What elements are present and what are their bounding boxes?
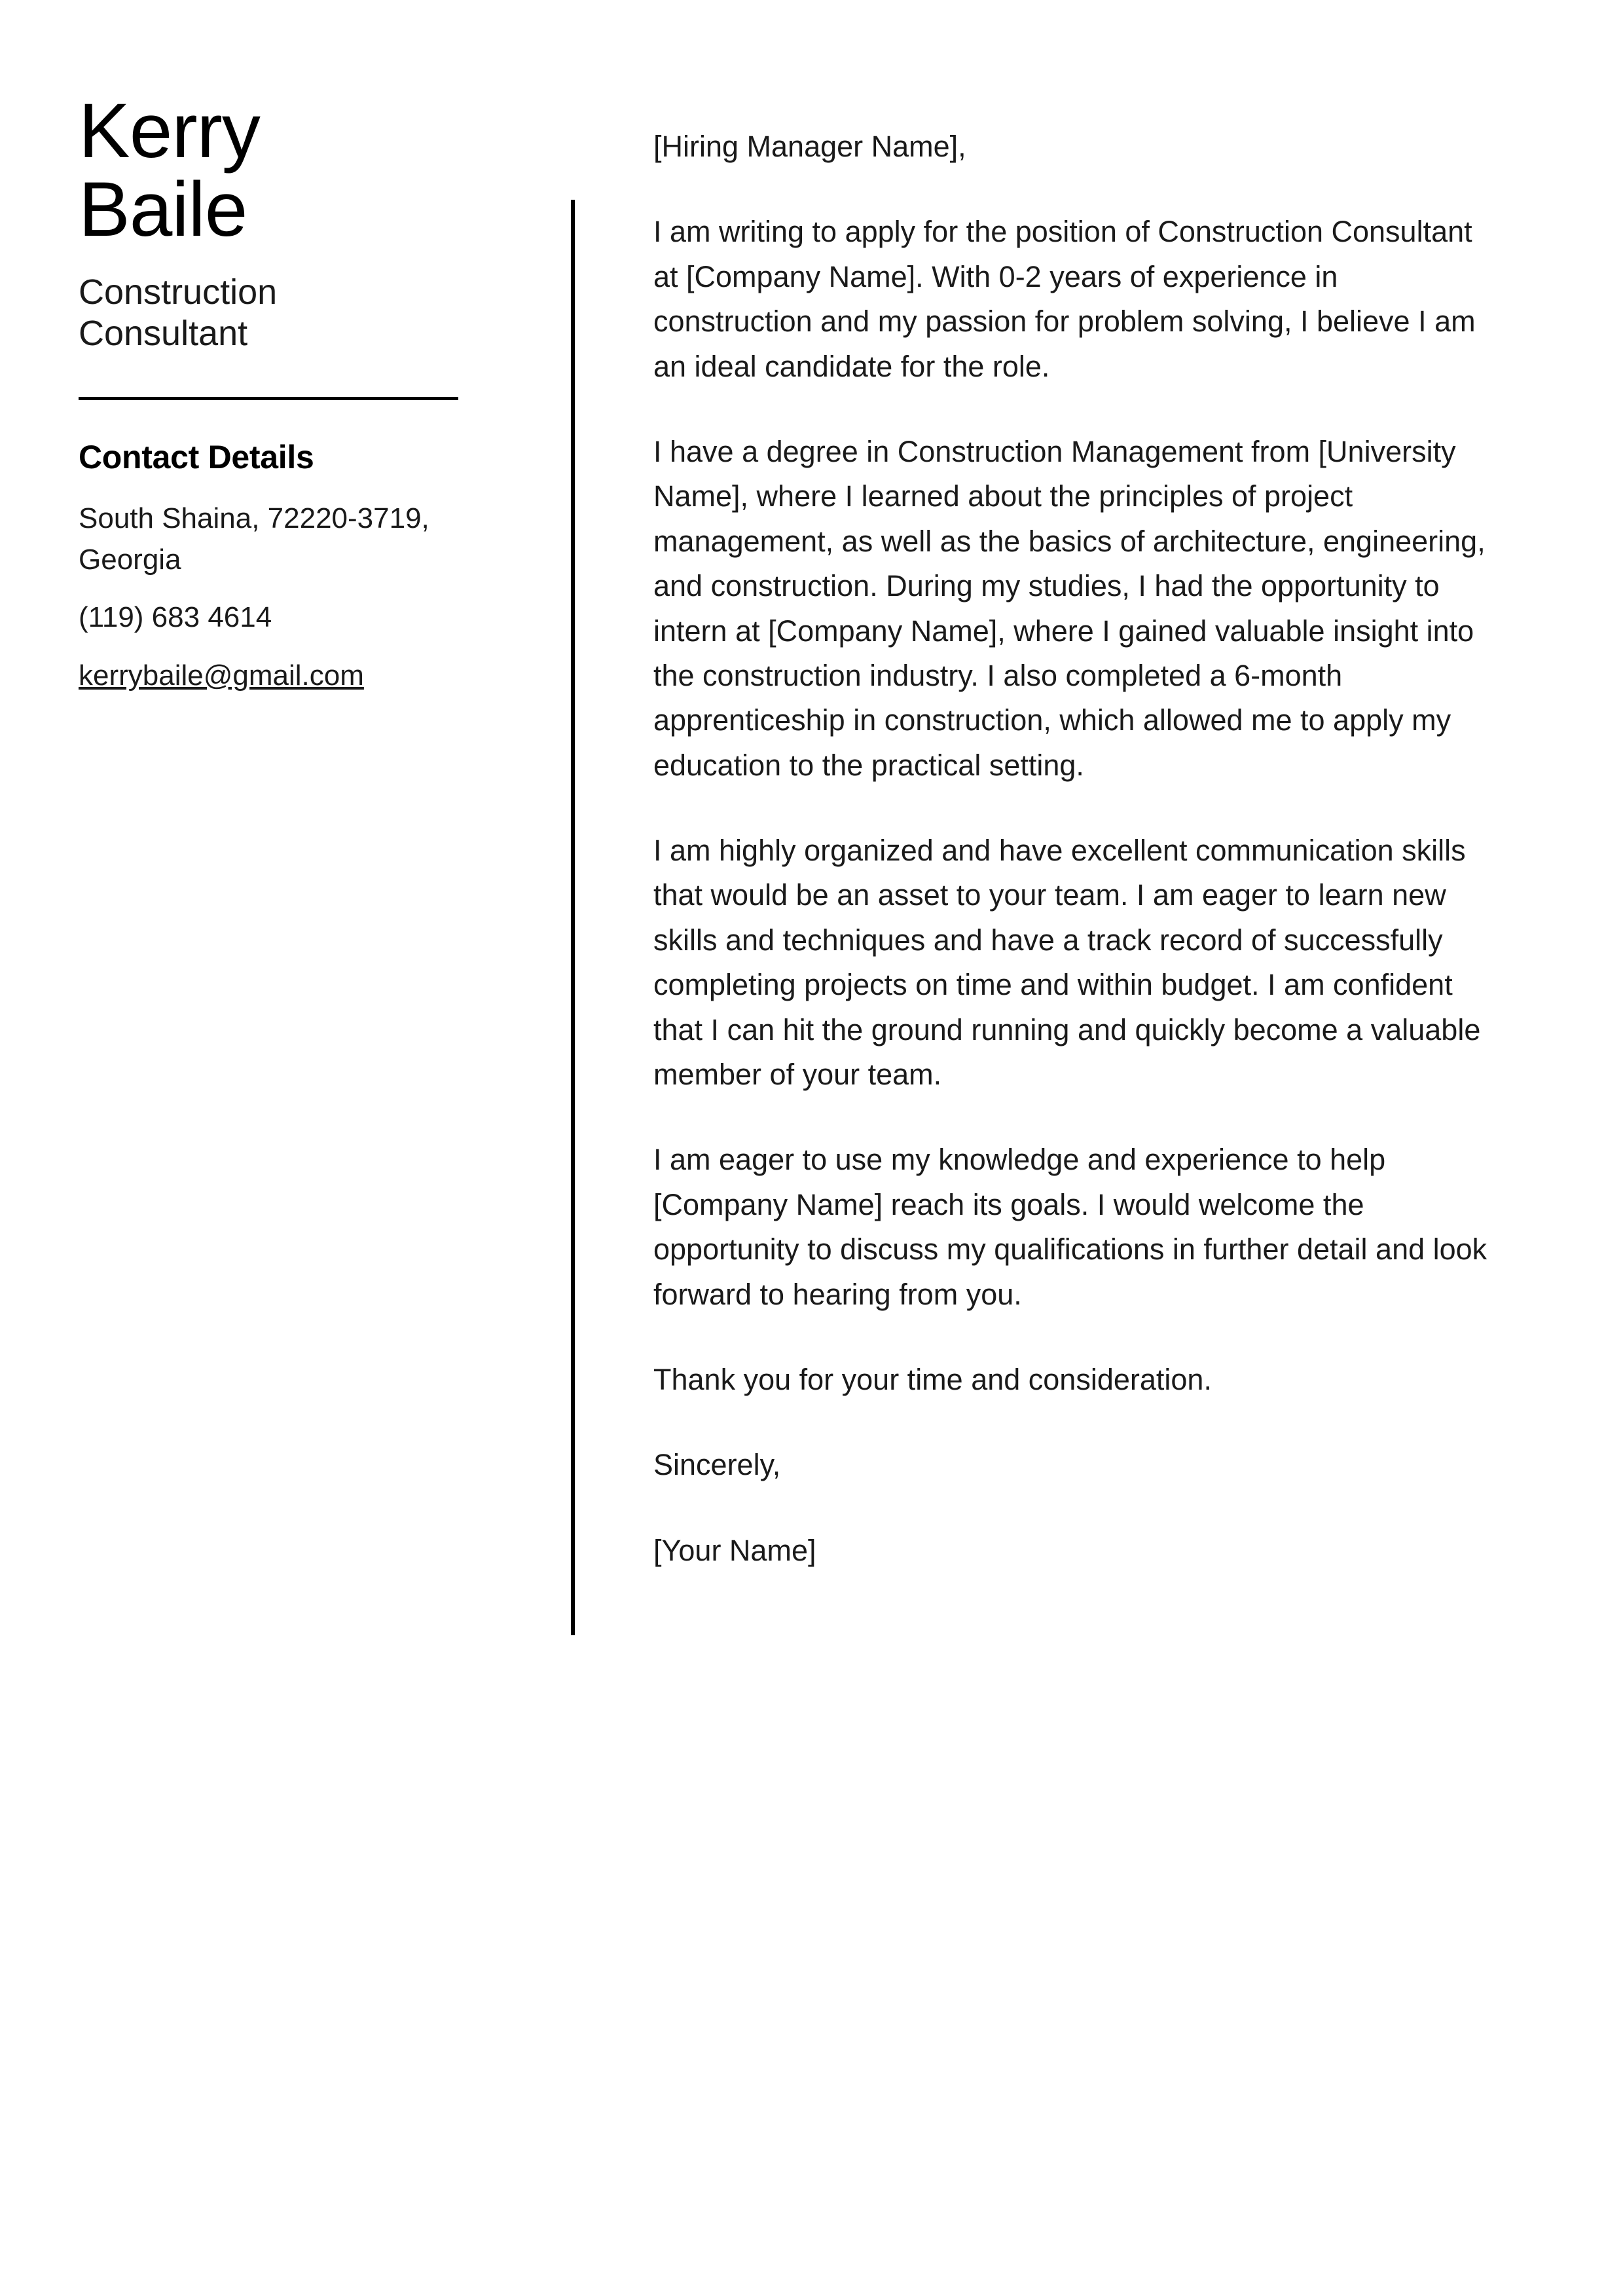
letter-thanks: Thank you for your time and consideration. bbox=[653, 1362, 1212, 1396]
contact-phone: (119) 683 4614 bbox=[79, 601, 272, 634]
letter-salutation: [Hiring Manager Name], bbox=[653, 130, 966, 163]
contact-details-heading: Contact Details bbox=[79, 439, 314, 476]
contact-address: South Shaina, 72220-3719, Georgia bbox=[79, 502, 429, 576]
letter-body bbox=[653, 124, 1489, 1573]
contact-email-row bbox=[79, 656, 484, 696]
candidate-first-name: Kerry bbox=[79, 88, 260, 174]
letter-paragraph-4: I am eager to use my knowledge and experience to help [Company Name] reach its goals. I would welcome the opportunity to discuss my qualifications in further detail and look forward to hearing from you. bbox=[653, 1143, 1487, 1311]
job-title-line-2: Consultant bbox=[79, 314, 248, 354]
letter-closing: Sincerely, bbox=[653, 1448, 781, 1482]
candidate-job-title bbox=[79, 272, 484, 355]
sidebar-divider-rule bbox=[79, 397, 458, 400]
contact-details-list bbox=[79, 498, 484, 696]
letter-paragraph-1: I am writing to apply for the position of Construction Consultant at [Company Name]. With 0-2 years of experience in construction and my passion for problem solving, I believe I am an ideal candidate for the role. bbox=[653, 215, 1476, 383]
letter-signature: [Your Name] bbox=[653, 1533, 816, 1567]
contact-email-link[interactable]: kerrybaile@gmail.com bbox=[79, 659, 364, 692]
letter-paragraph-3: I am highly organized and have excellent communication skills that would be an asset to your team. I am eager to learn new skills and techniques and have a track record of successfully completing projects on time and within budget. I am confident that I can hit the ground running and quickly become a valuable member of your team. bbox=[653, 834, 1481, 1092]
letter-paragraph-2: I have a degree in Construction Management from [University Name], where I learned about the principles of project management, as well as the basics of architecture, engineering, and construction. During my studies, I had the opportunity to intern at [Company Name], where I gained valuable insight into the construction industry. I also completed a 6-month apprenticeship in construction, which allowed me to apply my education to the practical setting. bbox=[653, 434, 1486, 782]
candidate-last-name: Baile bbox=[79, 166, 247, 253]
vertical-divider bbox=[571, 200, 575, 1635]
job-title-line-1: Construction bbox=[79, 272, 278, 312]
candidate-name bbox=[79, 88, 484, 253]
sidebar bbox=[79, 88, 484, 696]
